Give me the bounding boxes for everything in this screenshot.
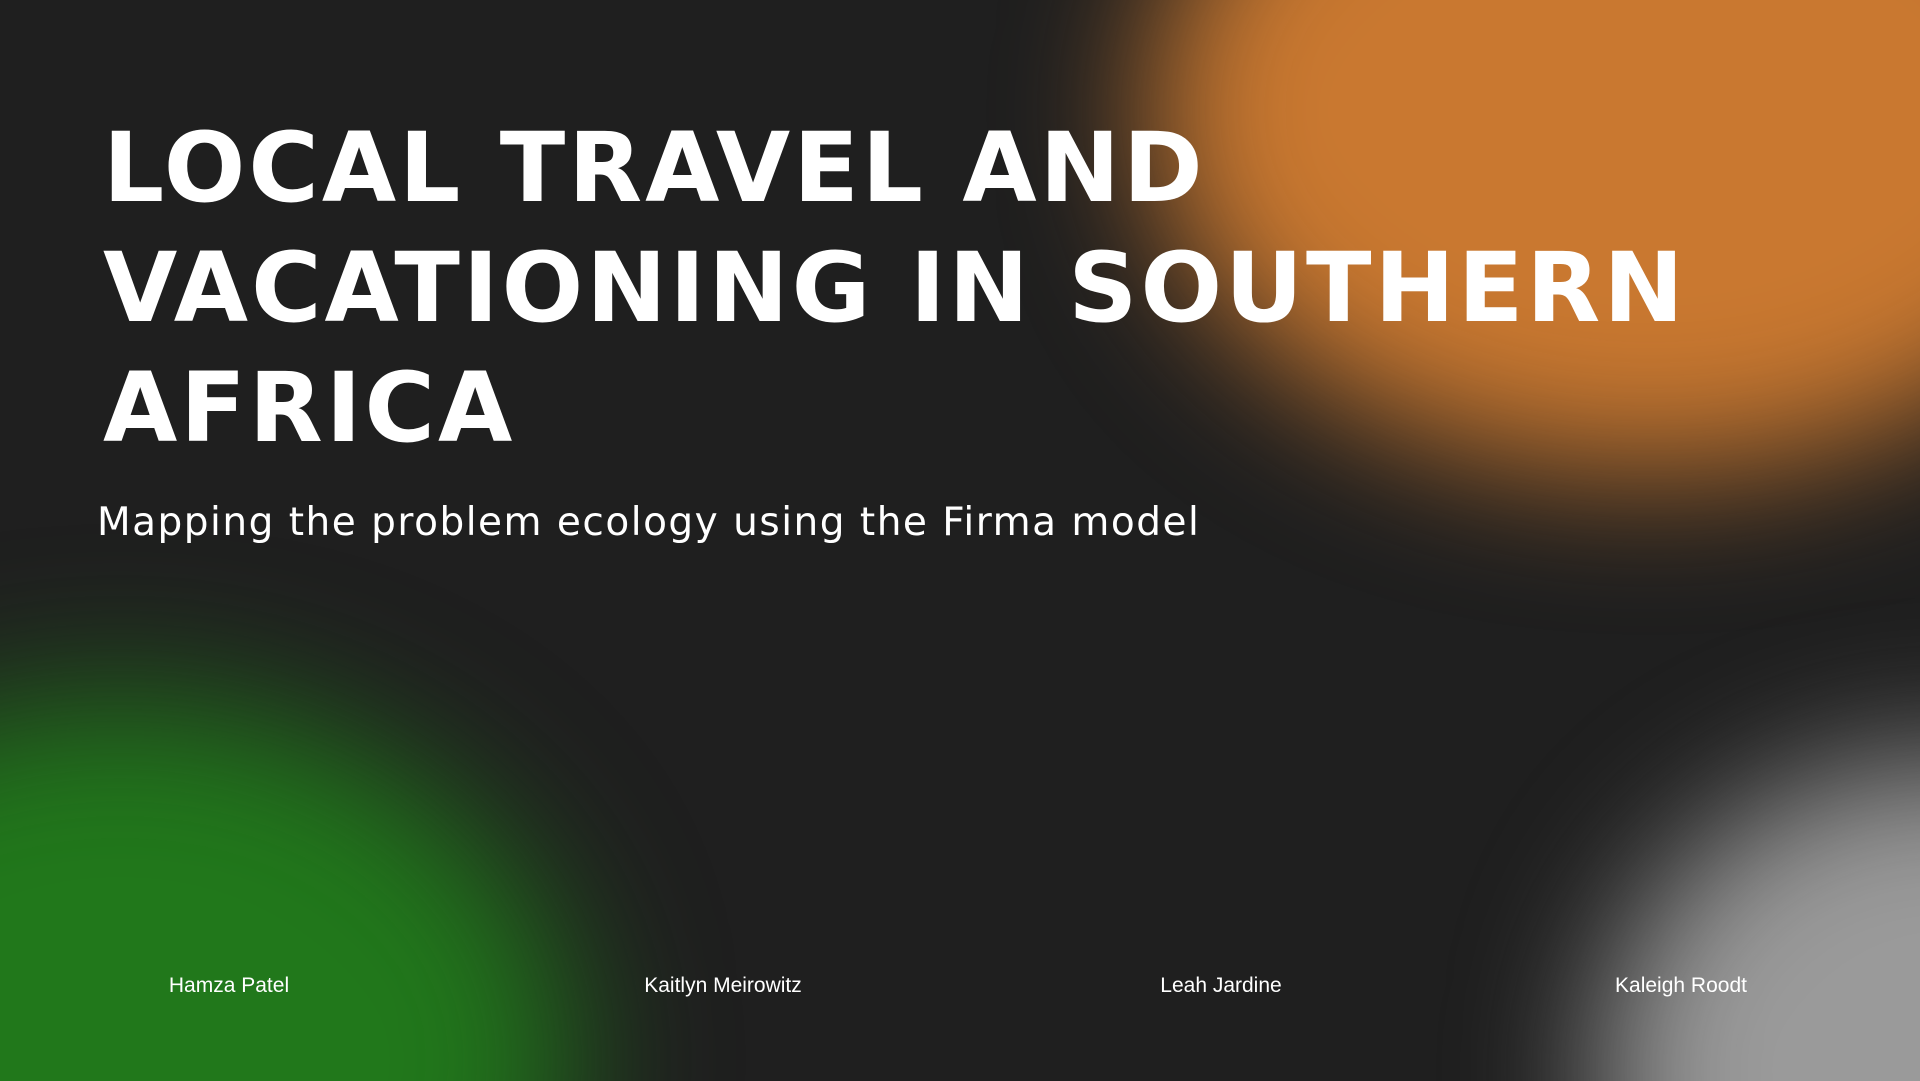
grey-gradient-glow (1600, 760, 1920, 1081)
author-name: Leah Jardine (1160, 974, 1282, 997)
slide-title (103, 108, 1823, 468)
author-name: Kaitlyn Meirowitz (644, 974, 802, 997)
author-name: Hamza Patel (168, 974, 290, 997)
slide-title-line-2: VACATIONING IN SOUTHERN (103, 232, 1687, 344)
author-name: Kaleigh Roodt (1615, 974, 1747, 997)
slide-title-line-3: AFRICA (103, 352, 516, 464)
slide-title-line-1: LOCAL TRAVEL AND (103, 112, 1206, 224)
slide-subtitle: Mapping the problem ecology using the Firma model (97, 500, 1201, 545)
green-gradient-glow (0, 700, 570, 1081)
